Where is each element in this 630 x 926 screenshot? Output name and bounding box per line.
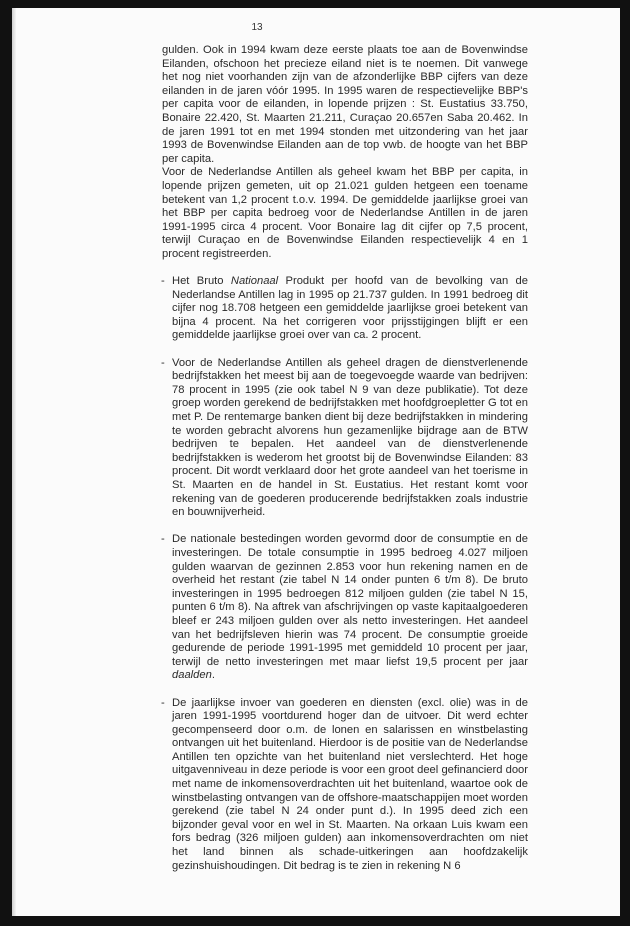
bullet-text: . bbox=[211, 669, 215, 682]
bullet-dash: - bbox=[161, 533, 165, 546]
bullet-dash: - bbox=[161, 275, 165, 288]
document-page bbox=[12, 8, 620, 916]
bullet-text: Het Bruto bbox=[172, 275, 231, 288]
bbp-per-capita-paragraph: Voor de Nederlandse Antillen als geheel kwam het BBP per capita, in lopende prijzen gemeten, uit op 21.021 gulden hetgeen een toename betekent van 1,2 procent t.o.v. 1994. De gemiddelde jaarlijkse groei van het BBP per capita bedroeg voor de Nederlandse Antillen in de jaren 1991-1995 circa 4 procent. Voor Bonaire lag dit cijfer op 7,5 procent, terwijl Curaçao en de Bovenwindse Eilanden respectievelijk 4 en 1 procent registreerden. bbox=[162, 166, 528, 260]
bullet-italic-text: daalden bbox=[172, 669, 212, 682]
bullet-nationale-bestedingen bbox=[162, 533, 528, 683]
intro-paragraph: gulden. Ook in 1994 kwam deze eerste plaats toe aan de Bovenwindse Eilanden, ofschoon het precieze eiland niet is te noemen. Dit vanwege het nog niet voorhanden zijn van de afzonderlijke BBP cijfers van deze eilanden in de jaren vóór 1995. In 1995 waren de respectievelijke BBP's per capita voor de eilanden, in lopende prijzen : St. Eustatius 33.750, Bonaire 22.420, St. Maarten 21.211, Curaçao 20.657en Saba 20.462. In de jaren 1991 tot en met 1994 stonden met uitzondering van het jaar 1993 de Bovenwindse Eilanden aan de top vwb. de hoogte van het BBP per capita. bbox=[162, 44, 528, 165]
bullet-bruto-nationaal-produkt bbox=[162, 275, 528, 343]
bullet-text: De jaarlijkse invoer van goederen en diensten (excl. olie) was in de jaren 1991-1995 voortdurend hoger dan de uitvoer. Dit werd echter gecompenseerd door o.m. de lonen en salarissen en winstbelasting ontvangen uit het buitenland. Hierdoor is de positie van de Nederlandse Antillen ten opzichte van het buitenland niet verslechterd. Het hoge uitgavenniveau in deze periode is voor een groot deel gefinancierd door met name de inkomensoverdrachten uit het buitenland, waartoe ook de winstbelasting ontvangen van de offshore-maatschappijen moet worden gerekend (zie tabel N 24 onder punt d.). In 1995 deed zich een bijzonder geval voor en wel in St. Maarten. Na orkaan Luis kwam een fors bedrag (326 miljoen gulden) aan inkomensoverdrachten om niet het land binnen als schade-uitkeringen aan hoofdzakelijk gezinshuishoudingen. Dit bedrag is te zien in rekening N 6 bbox=[172, 696, 528, 872]
bullet-text: De nationale bestedingen worden gevormd door de consumptie en de investeringen. De totale consumptie in 1995 bedroeg 4.027 miljoen gulden waarvan de gezinnen 2.853 voor hun rekening namen en de overheid het restant (zie tabel N 14 onder punten 6 t/m 8). De bruto investeringen in 1995 bedroegen 812 miljoen gulden (zie tabel N 15, punten 6 t/m 8). Na aftrek van afschrijvingen op vaste kapitaalgoederen bleef er 243 miljoen gulden over als netto investeringen. Het aandeel van het bedrijfsleven hierin was 74 procent. De consumptie groeide gedurende de periode 1991-1995 met gemiddeld 10 procent per jaar, terwijl de netto investeringen met maar liefst 19,5 procent per jaar bbox=[172, 533, 528, 668]
bullet-invoer-uitvoer bbox=[162, 697, 528, 874]
bullet-dash: - bbox=[161, 696, 165, 709]
page-number: 13 bbox=[251, 22, 263, 33]
bullet-dienstverlenende-bedrijfstakken bbox=[162, 357, 528, 520]
page-binding-shadow bbox=[12, 8, 16, 916]
bullet-text: Voor de Nederlandse Antillen als geheel dragen de dienstverlenende bedrijfstakken het meest bij aan de toegevoegde waarde van bedrijven: 78 procent in 1995 (zie ook tabel N 9 van deze publikatie). Tot deze groep worden gerekend de bedrijfstakken met hoofdgroepletter G tot en met P. De rentemarge banken dient bij deze bedrijfstakken in mindering te worden gebracht alvorens hun gezamenlijke bijdrage aan de BTW bedrijven te bepalen. Het aandeel van de dienstverlenende bedrijfstakken is wederom het grootst bij de Bovenwindse Eilanden: 83 procent. Dit wordt verklaard door het grote aandeel van het toerisme in St. Maarten en de handel in St. Eustatius. Het restant komt voor rekening van de goederen producerende bedrijfstakken zoals industrie en bouwnijverheid. bbox=[172, 356, 528, 519]
bullet-italic-text: Nationaal bbox=[230, 275, 279, 288]
body-text bbox=[162, 44, 528, 873]
bullet-text: Produkt per hoofd van de bevolking van de Nederlandse Antillen lag in 1995 op 21.737 gulden. In 1991 bedroeg dit cijfer nog 18.708 hetgeen een gemiddelde jaarlijkse groei betekent van bijna 4 procent. Na het corrigeren voor prijsstijgingen blijft er een gemiddelde jaarlijkse groei over van ca. 2 procent. bbox=[172, 275, 528, 342]
bullet-dash: - bbox=[161, 356, 165, 369]
